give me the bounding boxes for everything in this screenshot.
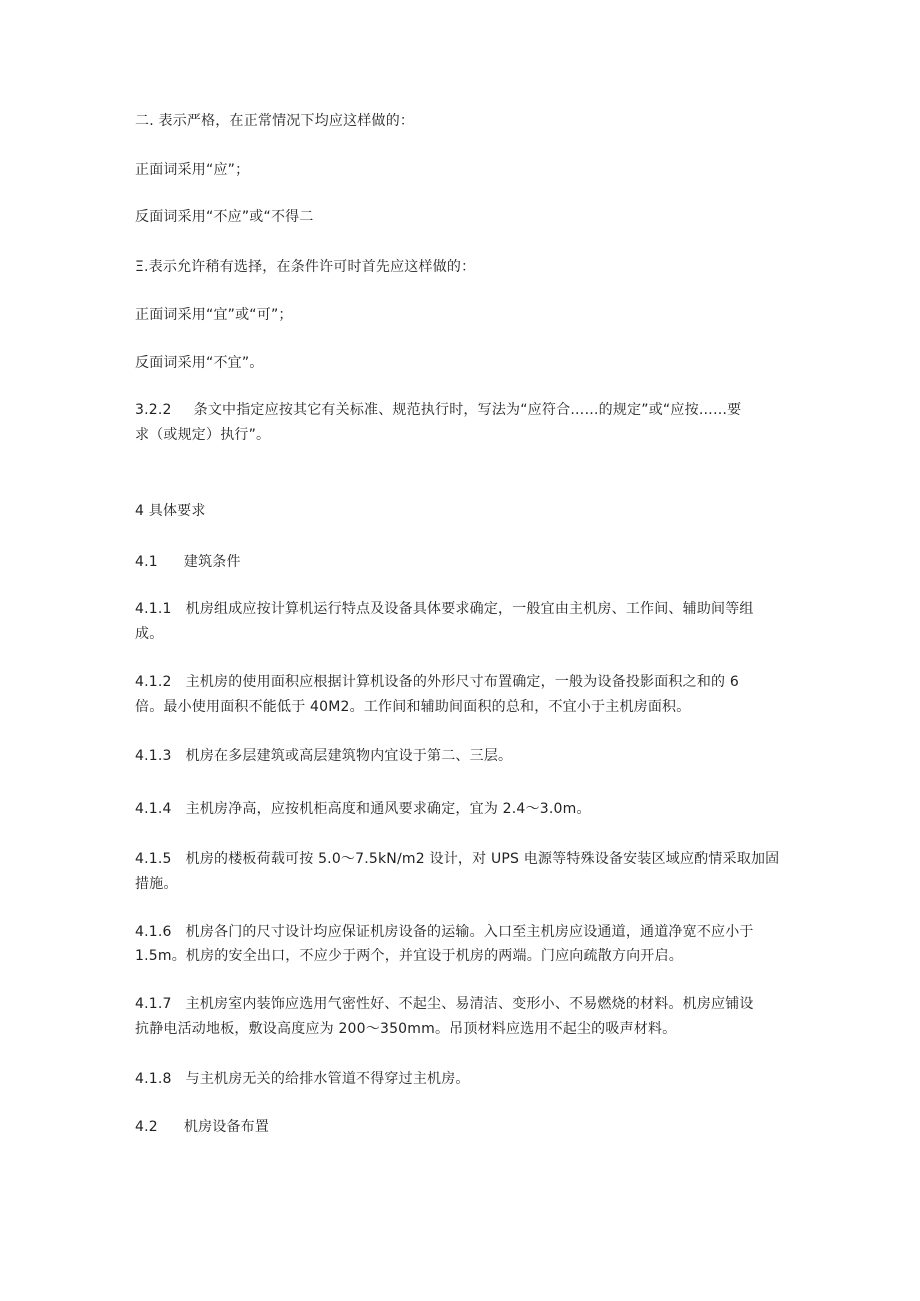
clause-number: 4.1.8 — [135, 1071, 172, 1087]
section-title: 机房设备布置 — [183, 1119, 270, 1135]
section-number: 4.1 — [135, 554, 158, 570]
clause-text: 主机房净高，应按机柜高度和通风要求确定，宜为 2.4～3.0m。 — [185, 801, 591, 817]
clause-4-1-4 — [135, 798, 785, 820]
clause-4-1-7-continued: 抗静电活动地板，敷设高度应为 200～350mm。吊顶材料应选用不起尘的吸声材料。 — [135, 1021, 677, 1037]
clause-number: 4.1.4 — [135, 801, 172, 817]
clause-4-1-2-continued: 倍。最小使用面积不能低于 40M2。工作间和辅助间面积的总和，不宜小于主机房面积。 — [135, 699, 691, 715]
clause-4-1-6 — [135, 921, 785, 943]
clause-number: 4.1.6 — [135, 924, 172, 940]
paragraph-negative-permissive: 反面词采用“不宜”。 — [135, 355, 264, 371]
clause-number: 4.1.3 — [135, 748, 172, 764]
clause-4-1-3 — [135, 745, 785, 767]
section-heading-4: 4 具体要求 — [135, 503, 206, 519]
clause-text: 机房各门的尺寸设计均应保证机房设备的运输。入口至主机房应设通道，通道净宽不应小于 — [185, 924, 754, 940]
clause-4-1-1-continued: 成。 — [135, 626, 164, 642]
clause-number: 4.1.2 — [135, 674, 172, 690]
paragraph-permissive-terms: Ξ.表示允许稍有选择，在条件许可时首先应这样做的： — [135, 259, 476, 275]
clause-number: 4.1.5 — [135, 851, 172, 867]
clause-text: 与主机房无关的给排水管道不得穿过主机房。 — [185, 1071, 470, 1087]
clause-4-1-5-continued: 措施。 — [135, 876, 178, 892]
clause-text: 机房在多层建筑或高层建筑物内宜设于第二、三层。 — [185, 748, 513, 764]
paragraph-positive-strict: 正面词采用“应”； — [135, 162, 250, 178]
clause-text: 机房组成应按计算机运行特点及设备具体要求确定，一般宜由主机房、工作间、辅助间等组 — [185, 601, 754, 617]
paragraph-negative-strict: 反面词采用“不应”或“不得二 — [135, 209, 314, 225]
clause-number: 4.1.1 — [135, 601, 172, 617]
clause-4-1-6-continued: 1.5m。机房的安全出口，不应少于两个，并宜设于机房的两端。门应向疏散方向开启。 — [135, 948, 683, 964]
clause-4-1-2 — [135, 671, 785, 693]
clause-4-1-5 — [135, 848, 785, 870]
section-heading-4-1 — [135, 551, 785, 573]
clause-3-2-2 — [135, 399, 785, 421]
section-number: 4.2 — [135, 1119, 158, 1135]
paragraph-strict-terms: 二. 表示严格，在正常情况下均应这样做的： — [135, 113, 415, 129]
paragraph-positive-permissive: 正面词采用“宜”或“可”； — [135, 307, 293, 323]
clause-number: 3.2.2 — [135, 402, 172, 418]
section-heading-4-2 — [135, 1116, 785, 1138]
clause-3-2-2-continued: 求（或规定）执行”。 — [135, 427, 271, 443]
clause-text: 条文中指定应按其它有关标准、规范执行时，写法为“应符合……的规定”或“应按……要 — [193, 402, 742, 418]
clause-4-1-8 — [135, 1068, 785, 1090]
clause-number: 4.1.7 — [135, 996, 172, 1012]
clause-4-1-1 — [135, 598, 785, 620]
clause-text: 主机房室内装饰应选用气密性好、不起尘、易清洁、变形小、不易燃烧的材料。机房应铺设 — [185, 996, 754, 1012]
clause-text: 主机房的使用面积应根据计算机设备的外形尺寸布置确定，一般为设备投影面积之和的 6 — [185, 674, 739, 690]
clause-4-1-7 — [135, 993, 785, 1015]
clause-text: 机房的楼板荷载可按 5.0～7.5kN∕m2 设计，对 UPS 电源等特殊设备安装区域应酌情采取加固 — [185, 851, 780, 867]
section-title: 建筑条件 — [183, 554, 241, 570]
